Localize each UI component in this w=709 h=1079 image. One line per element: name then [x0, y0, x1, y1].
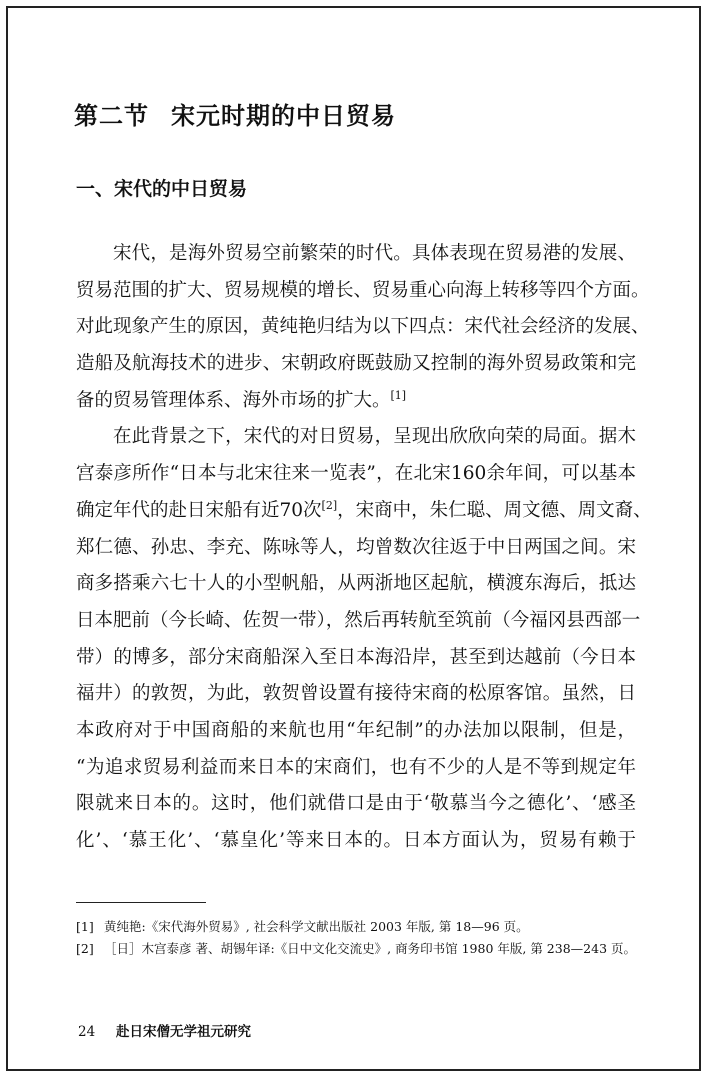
paragraph-line: 福井）的敦贺，为此，敦贺曾设置有接待宋商的松原客馆。虽然，日 [76, 683, 636, 705]
paragraph-line: 对此现象产生的原因，黄纯艳归结为以下四点：宋代社会经济的发展、 [76, 316, 650, 338]
page-number: 24 [78, 1024, 96, 1040]
paragraph-line: 在此背景之下，宋代的对日贸易，呈现出欣欣向荣的局面。据木 [113, 426, 636, 448]
paragraph-line: 化’、‘慕王化’、‘慕皇化’等来日本的。日本方面认为，贸易有赖于 [76, 830, 636, 851]
paragraph-line: 宋代，是海外贸易空前繁荣的时代。具体表现在贸易港的发展、 [113, 243, 636, 264]
footnotes [76, 916, 646, 960]
footnote-reference[interactable]: [1] [390, 388, 407, 402]
book-title: 赴日宋僧无学祖元研究 [116, 1024, 251, 1040]
paragraph-line: 确定年代的赴日宋船有近70次[2]，宋商中，朱仁聪、周文德、周文裔、 [76, 498, 652, 521]
paragraph-line: 贸易范围的扩大、贸易规模的增长、贸易重心向海上转移等四个方面。 [76, 279, 650, 301]
section-title: 宋元时期的中日贸易 [171, 102, 396, 130]
paragraph-line: 郑仁德、孙忠、李充、陈咏等人，均曾数次往返于中日两国之间。宋 [76, 536, 636, 558]
footnote-mark: [1] [76, 919, 94, 934]
section-heading [74, 96, 396, 131]
paragraph-line: 商多搭乘六七十人的小型帆船，从两浙地区起航，横渡东海后，抵达 [76, 573, 636, 595]
paragraph-line: 造船及航海技术的进步、宋朝政府既鼓励又控制的海外贸易政策和完 [76, 353, 636, 375]
paragraph-line: 宫泰彦所作“日本与北宋往来一览表”，在北宋160余年间，可以基本 [76, 463, 636, 485]
body-text [76, 236, 652, 860]
paragraph-line: 备的贸易管理体系、海外市场的扩大。[1] [76, 388, 407, 411]
subsection-heading: 一、宋代的中日贸易 [76, 178, 248, 200]
footnote-item [76, 938, 646, 960]
paragraph-line: “为追求贸易利益而来日本的宋商们，也有不少的人是不等到规定年 [76, 756, 636, 778]
paragraph-line: 本政府对于中国商船的来航也用“年纪制”的办法加以限制，但是， [76, 719, 636, 741]
paragraph-line: 带）的博多，部分宋商船深入至日本海沿岸，甚至到达越前（今日本 [76, 646, 636, 668]
paragraph-line: 日本肥前（今长崎、佐贺一带），然后再转航至筑前（今福冈县西部一 [76, 609, 641, 631]
paragraph-line: 限就来日本的。这时，他们就借口是由于‘敬慕当今之德化’、‘感圣 [76, 793, 636, 815]
footnote-separator [76, 902, 206, 903]
footnote-reference[interactable]: [2] [321, 498, 338, 512]
footnote-item [76, 916, 646, 938]
footnote-text: ［日］木宫泰彦 著、胡锡年译:《日中文化交流史》, 商务印书馆 1980 年版, 第 238—243 页。 [104, 941, 637, 956]
page-footer [78, 1020, 251, 1040]
footnote-text: 黄纯艳:《宋代海外贸易》, 社会科学文献出版社 2003 年版, 第 18—96 页。 [104, 919, 529, 934]
footnote-mark: [2] [76, 941, 94, 956]
section-number: 第二节 [74, 102, 149, 130]
